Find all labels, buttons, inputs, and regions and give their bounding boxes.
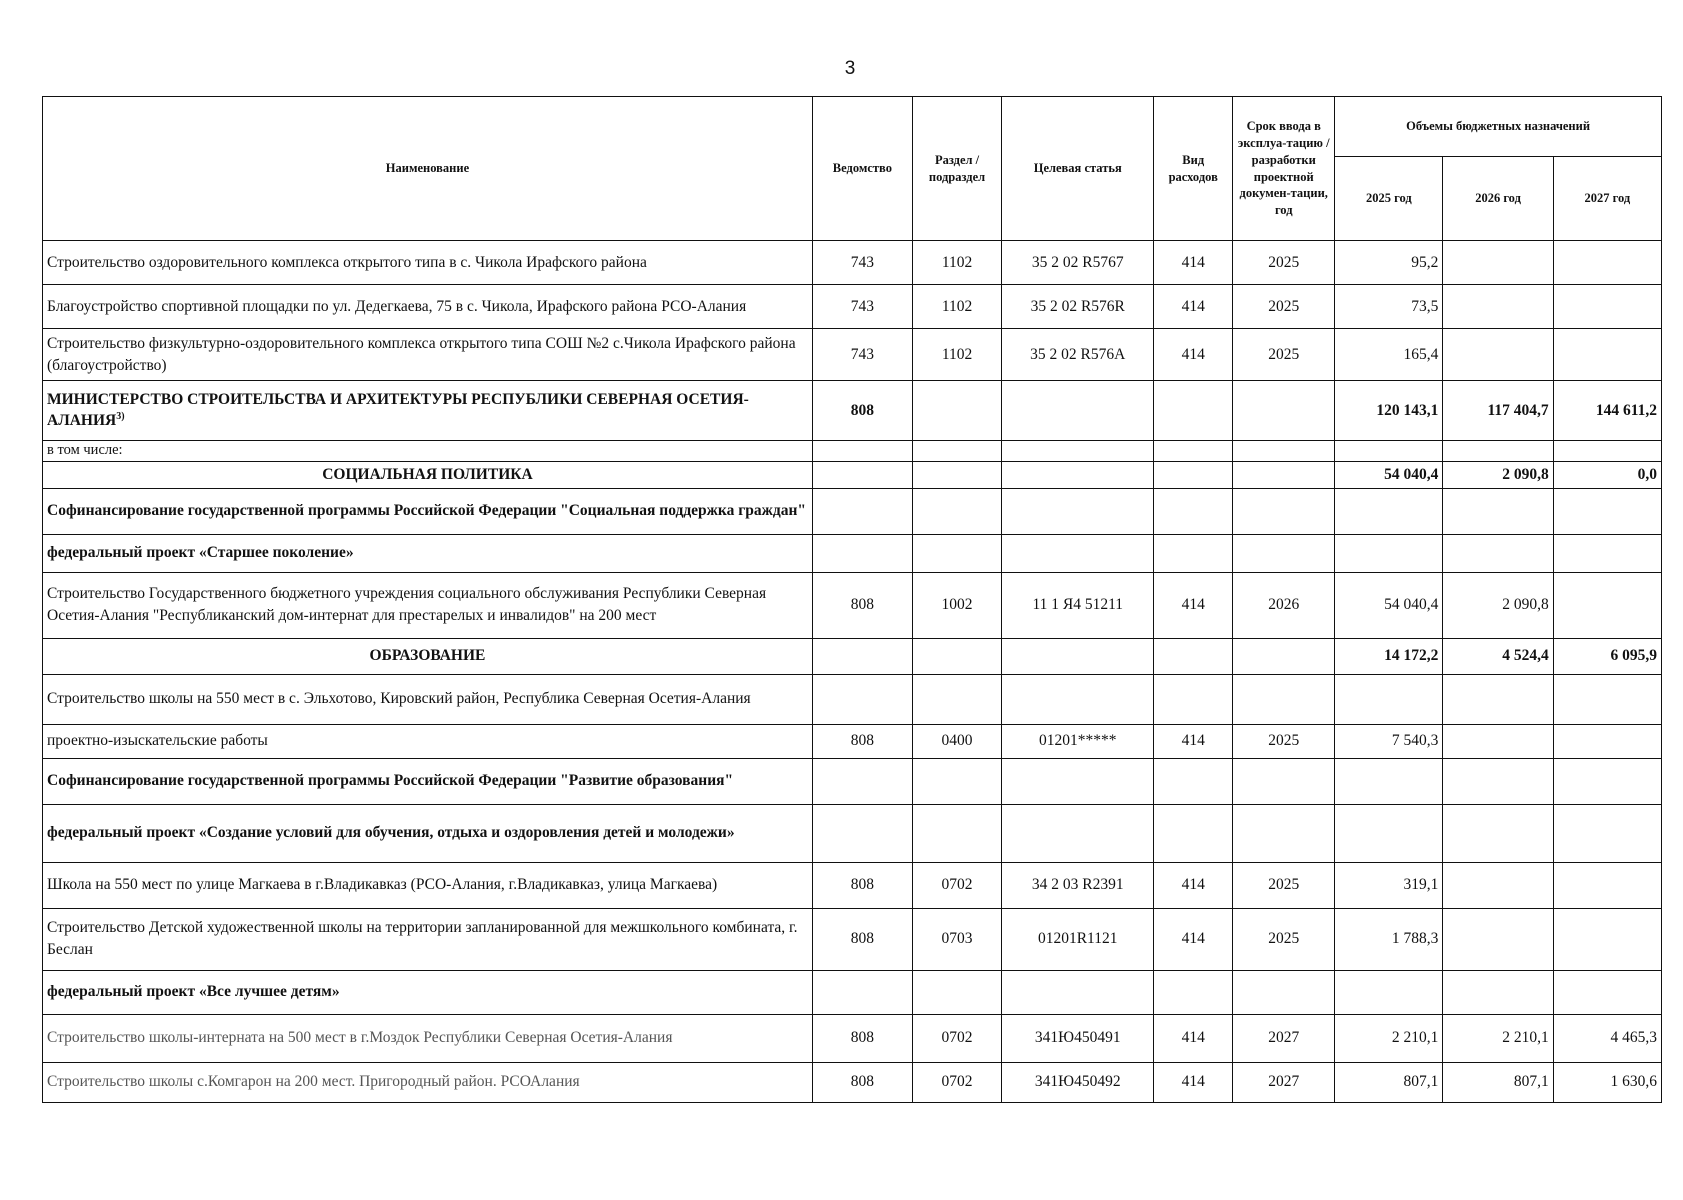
table-row [43,674,1662,724]
row-department: 743 [812,285,912,329]
row-name: Школа на 550 мест по улице Магкаева в г.Владикавказ (РСО-Алания, г.Владикавказ, улица Магкаева) [43,862,813,908]
row-section: 1102 [912,285,1001,329]
row-year: 2025 [1233,724,1335,758]
row-department: 808 [812,724,912,758]
row-year: 2026 [1233,572,1335,638]
row-target-article: 35 2 02 R576R [1002,285,1154,329]
row-name: Строительство Детской художественной школы на территории запланированной для межшкольного комбината, г. Беслан [43,908,813,970]
table-row [43,572,1662,638]
row-target-article: 341Ю450492 [1002,1062,1154,1102]
header-expense-type: Вид расходов [1154,97,1233,241]
row-2025: 165,4 [1335,329,1443,381]
row-section: 0400 [912,724,1001,758]
row-expense-type: 414 [1154,285,1233,329]
row-target-article: 01201R1121 [1002,908,1154,970]
row-2027 [1553,241,1661,285]
table-row [43,488,1662,534]
row-year: 2025 [1233,862,1335,908]
table-row [43,1062,1662,1102]
row-target-article: 341Ю450491 [1002,1014,1154,1062]
table-row [43,285,1662,329]
row-2027 [1553,908,1661,970]
header-name: Наименование [43,97,813,241]
row-2025: 2 210,1 [1335,1014,1443,1062]
section-row [43,638,1662,674]
row-2026 [1443,862,1553,908]
row-year [1233,381,1335,441]
row-2025: 1 788,3 [1335,908,1443,970]
row-2026 [1443,908,1553,970]
row-department: 808 [812,1062,912,1102]
row-department: 808 [812,908,912,970]
ministry-name: МИНИСТЕРСТВО СТРОИТЕЛЬСТВА И АРХИТЕКТУРЫ РЕСПУБЛИКИ СЕВЕРНАЯ ОСЕТИЯ-АЛАНИЯ [47,390,749,430]
row-section: 0702 [912,1062,1001,1102]
row-target-article [1002,381,1154,441]
row-year: 2027 [1233,1062,1335,1102]
row-name: Строительство школы на 550 мест в с. Эльхотово, Кировский район, Республика Северная Осетия-Алания [43,674,813,724]
row-department: 808 [812,381,912,441]
row-2026: 2 090,8 [1443,572,1553,638]
row-expense-type: 414 [1154,724,1233,758]
header-target-article: Целевая статья [1002,97,1154,241]
row-section: 1102 [912,329,1001,381]
row-2026 [1443,724,1553,758]
row-section: 1102 [912,241,1001,285]
row-name: Строительство Государственного бюджетного учреждения социального обслуживания Республики Северная Осетия-Алания "Республиканский дом-интернат для престарелых и инвалидов" на 200 мест [43,572,813,638]
row-2027: 0,0 [1553,461,1661,488]
section-row [43,461,1662,488]
row-target-article: 01201***** [1002,724,1154,758]
row-target-article: 11 1 Я4 51211 [1002,572,1154,638]
row-year: 2025 [1233,908,1335,970]
header-2025: 2025 год [1335,157,1443,241]
table-row [43,908,1662,970]
row-name: федеральный проект «Все лучшее детям» [43,970,813,1014]
row-2025: 120 143,1 [1335,381,1443,441]
row-2027 [1553,285,1661,329]
row-expense-type: 414 [1154,908,1233,970]
row-name: федеральный проект «Создание условий для обучения, отдыха и оздоровления детей и молодежи» [43,804,813,862]
row-department: 743 [812,329,912,381]
row-department: 808 [812,572,912,638]
row-name: Благоустройство спортивной площадки по ул. Дедегкаева, 75 в с. Чикола, Ирафского района РСО-Алания [43,285,813,329]
header-commissioning: Срок ввода в эксплуа-тацию / разработки проектной докумен-тации, год [1233,97,1335,241]
row-2025: 95,2 [1335,241,1443,285]
ministry-row [43,381,1662,441]
row-2025: 7 540,3 [1335,724,1443,758]
row-2027 [1553,862,1661,908]
header-2026: 2026 год [1443,157,1553,241]
header-2027: 2027 год [1553,157,1661,241]
row-section: 1002 [912,572,1001,638]
row-year: 2025 [1233,285,1335,329]
row-2026: 117 404,7 [1443,381,1553,441]
row-target-article: 34 2 03 R2391 [1002,862,1154,908]
row-2027: 6 095,9 [1553,638,1661,674]
row-expense-type: 414 [1154,1062,1233,1102]
header-department: Ведомство [812,97,912,241]
table-row [43,1014,1662,1062]
row-name: федеральный проект «Старшее поколение» [43,534,813,572]
row-name: Строительство школы с.Комгарон на 200 мест. Пригородный район. РСОАлания [43,1062,813,1102]
row-section: 0702 [912,862,1001,908]
row-target-article: 35 2 02 R5767 [1002,241,1154,285]
row-2026: 2 210,1 [1443,1014,1553,1062]
row-name: Софинансирование государственной программы Российской Федерации "Развитие образования" [43,758,813,804]
page-number: 3 [844,58,856,79]
budget-table [42,96,1662,1103]
row-2026 [1443,241,1553,285]
row-name: Софинансирование государственной программы Российской Федерации "Социальная поддержка граждан" [43,488,813,534]
row-2027 [1553,724,1661,758]
row-2027 [1553,329,1661,381]
row-name: Строительство школы-интерната на 500 мест в г.Моздок Республики Северная Осетия-Алания [43,1014,813,1062]
row-2027: 1 630,6 [1553,1062,1661,1102]
row-expense-type [1154,381,1233,441]
footnote-marker: 3) [116,411,125,423]
row-2025: 73,5 [1335,285,1443,329]
row-2027: 144 611,2 [1553,381,1661,441]
row-2025: 14 172,2 [1335,638,1443,674]
table-row [43,862,1662,908]
row-2026 [1443,329,1553,381]
row-department: 743 [812,241,912,285]
row-name: Строительство оздоровительного комплекса открытого типа в с. Чикола Ирафского района [43,241,813,285]
row-2026: 2 090,8 [1443,461,1553,488]
table-row [43,241,1662,285]
row-department: 808 [812,1014,912,1062]
row-section [912,381,1001,441]
row-department: 808 [812,862,912,908]
row-year: 2025 [1233,241,1335,285]
row-expense-type: 414 [1154,241,1233,285]
row-name: проектно-изыскательские работы [43,724,813,758]
row-section: 0703 [912,908,1001,970]
row-2027: 4 465,3 [1553,1014,1661,1062]
row-expense-type: 414 [1154,329,1233,381]
row-2026: 807,1 [1443,1062,1553,1102]
row-target-article: 35 2 02 R576A [1002,329,1154,381]
row-2025: 807,1 [1335,1062,1443,1102]
header-budget-volume: Объемы бюджетных назначений [1335,97,1662,157]
row-2025: 54 040,4 [1335,461,1443,488]
table-row [43,441,1662,462]
row-name: Строительство физкультурно-оздоровительного комплекса открытого типа СОШ №2 с.Чикола Ирафского района (благоустройство) [43,329,813,381]
header-section: Раздел / подраздел [912,97,1001,241]
table-row [43,534,1662,572]
row-expense-type: 414 [1154,1014,1233,1062]
row-section: 0702 [912,1014,1001,1062]
row-2025: 54 040,4 [1335,572,1443,638]
row-name: в том числе: [43,441,813,462]
row-2025: 319,1 [1335,862,1443,908]
row-expense-type: 414 [1154,862,1233,908]
table-row [43,970,1662,1014]
row-2026 [1443,285,1553,329]
table-row [43,329,1662,381]
section-title: ОБРАЗОВАНИЕ [43,638,813,674]
row-2026: 4 524,4 [1443,638,1553,674]
row-expense-type: 414 [1154,572,1233,638]
row-2027 [1553,572,1661,638]
ministry-name-cell [43,381,813,441]
table-row [43,758,1662,804]
row-year: 2025 [1233,329,1335,381]
section-title: СОЦИАЛЬНАЯ ПОЛИТИКА [43,461,813,488]
table-row [43,724,1662,758]
row-year: 2027 [1233,1014,1335,1062]
table-row [43,804,1662,862]
